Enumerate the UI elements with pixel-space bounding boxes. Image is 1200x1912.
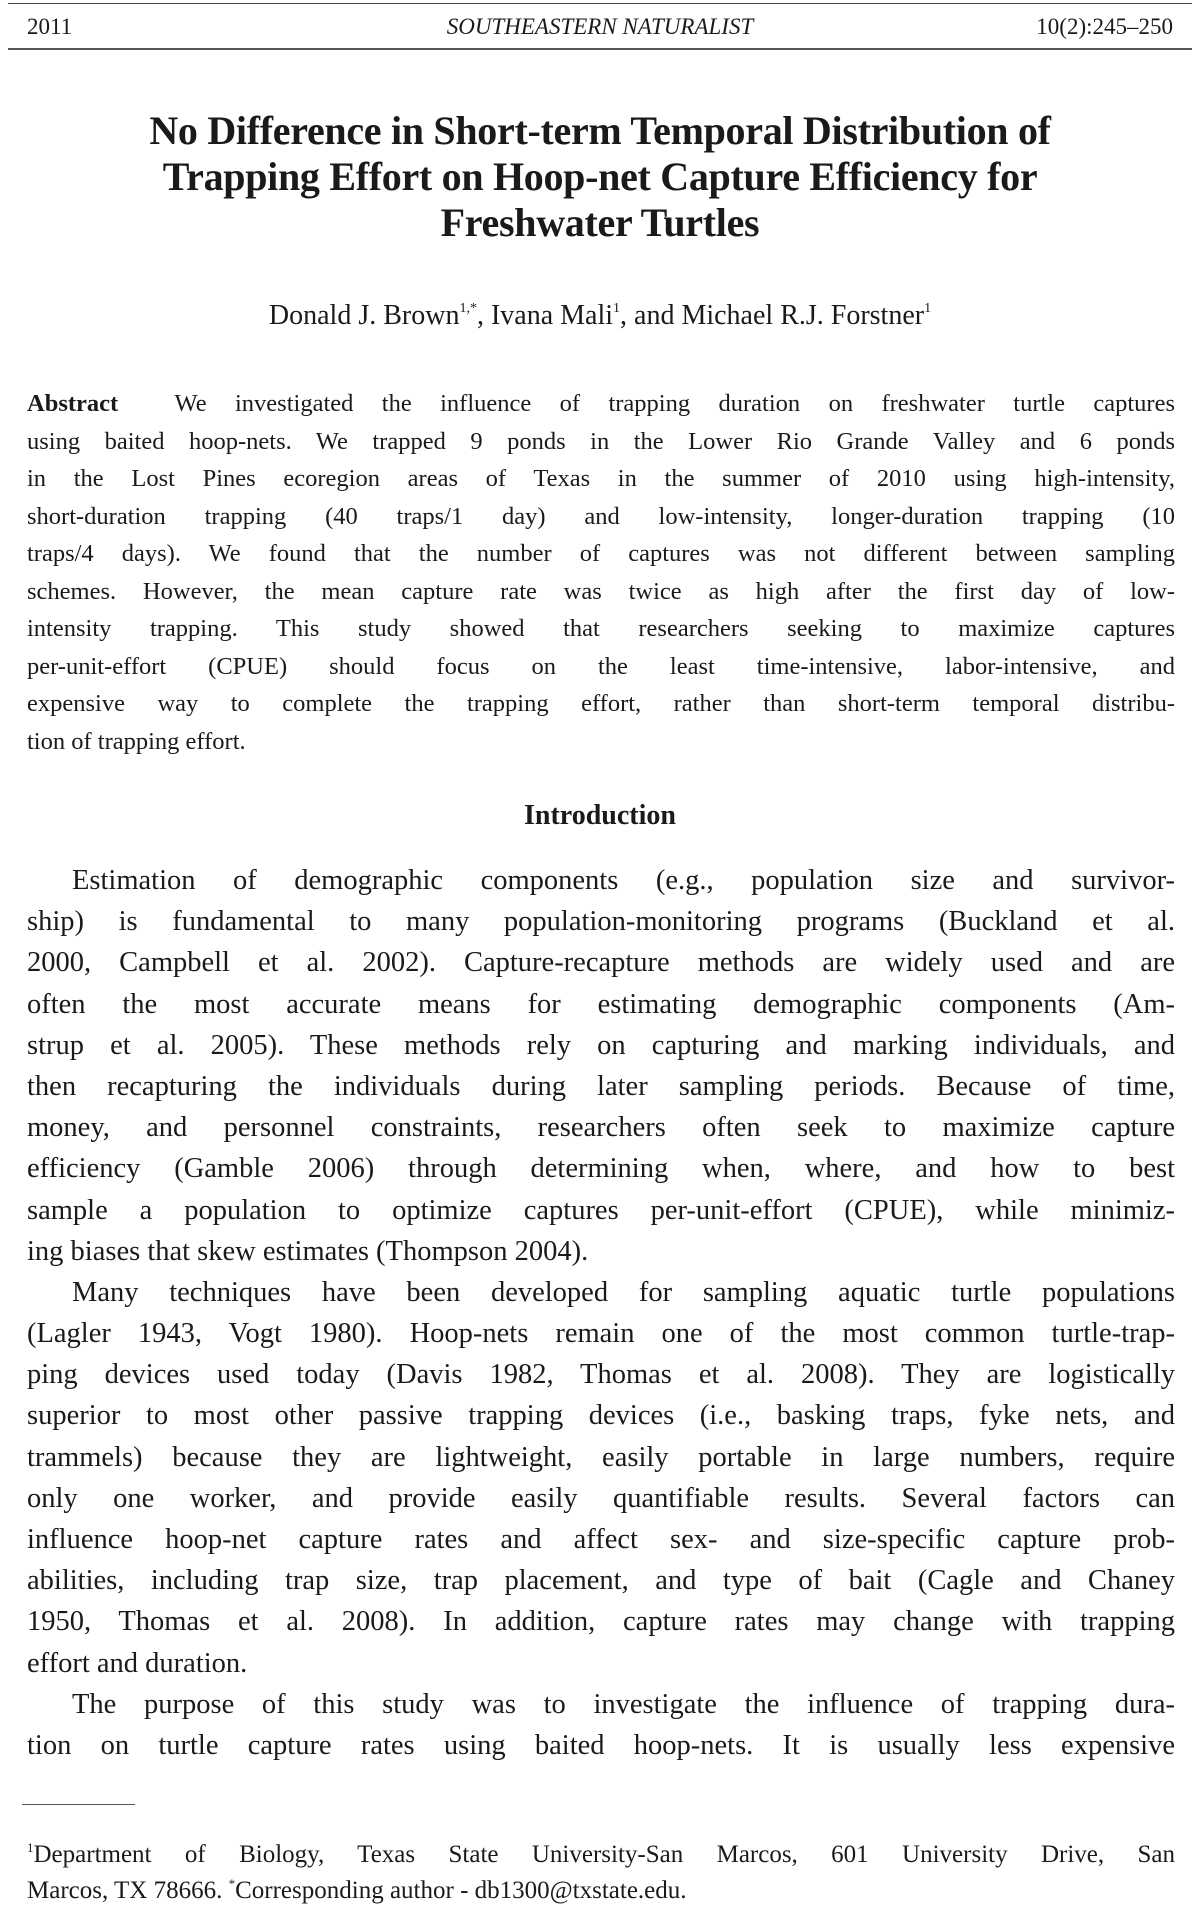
author-name: Donald J. Brown xyxy=(268,300,460,331)
author-separator: , and xyxy=(620,300,682,331)
abstract-line: per-unit-effort (CPUE) should focus on the least time-intensive, labor-intensive, and xyxy=(27,652,1175,680)
intro-line: influence hoop-net capture rates and affect sex- and size-specific capture prob- xyxy=(27,1524,1175,1555)
header-rule xyxy=(8,48,1192,50)
intro-line: Many techniques have been developed for sampling aquatic turtle populations xyxy=(72,1276,1175,1308)
abstract-line: tion of trapping effort. xyxy=(27,727,246,755)
intro-line: Estimation of demographic components (e.g., population size and survivor- xyxy=(72,865,1175,896)
intro-line: ping devices used today (Davis 1982, Thomas et al. 2008). They are logistically xyxy=(27,1359,1175,1391)
intro-line: (Lagler 1943, Vogt 1980). Hoop-nets remain one of the most common turtle-trap- xyxy=(27,1318,1175,1350)
abstract-line: traps/4 days). We found that the number of captures was not different between sampling xyxy=(27,540,1175,567)
author-name: Ivana Mali xyxy=(490,300,614,331)
intro-line: effort and duration. xyxy=(27,1647,248,1679)
abstract-line: schemes. However, the mean capture rate was twice as high after the first day of low- xyxy=(27,577,1175,605)
abstract-text: We investigated the influence of trapping duration on freshwater turtle captures xyxy=(174,390,1175,417)
footnote-rule xyxy=(22,1804,135,1805)
intro-line: ship) is fundamental to many population-monitoring programs (Buckland et al. xyxy=(27,906,1175,938)
abstract-label: Abstract xyxy=(27,390,119,417)
author-name: Michael R.J. Forstner xyxy=(681,300,925,331)
intro-line: The purpose of this study was to investigate the influence of trapping dura- xyxy=(72,1688,1175,1720)
intro-line: then recapturing the individuals during later sampling periods. Because of time, xyxy=(27,1070,1175,1102)
intro-line: efficiency (Gamble 2006) through determining when, where, and how to best xyxy=(27,1153,1175,1185)
intro-line: sample a population to optimize captures per-unit-effort (CPUE), while minimiz- xyxy=(27,1194,1175,1226)
title-line: Trapping Effort on Hoop-net Capture Efficiency for xyxy=(162,154,1038,199)
article-title xyxy=(0,108,1200,246)
abstract-line: short-duration trapping (40 traps/1 day) and low-intensity, longer-duration trapping (10 xyxy=(27,502,1175,530)
intro-line: tion on turtle capture rates using baited hoop-nets. It is usually less expensive xyxy=(27,1729,1175,1761)
author-list xyxy=(0,300,1200,332)
title-line: Freshwater Turtles xyxy=(440,200,760,245)
intro-line: strup et al. 2005). These methods rely on capturing and marking individuals, and xyxy=(27,1029,1175,1061)
footnote xyxy=(27,1830,1175,1902)
intro-line: 1950, Thomas et al. 2008). In addition, capture rates may change with trapping xyxy=(27,1606,1175,1638)
footnote-affiliation: Department of Biology, Texas State University-San Marcos, 601 University Drive, San xyxy=(33,1841,1175,1868)
running-header xyxy=(0,10,1200,44)
title-line: No Difference in Short-term Temporal Distribution of xyxy=(149,108,1051,153)
abstract-line: expensive way to complete the trapping effort, rather than short-term temporal distribu- xyxy=(27,690,1175,717)
abstract-line: intensity trapping. This study showed that researchers seeking to maximize captures xyxy=(27,615,1175,642)
intro-line: 2000, Campbell et al. 2002). Capture-recapture methods are widely used and are xyxy=(27,947,1175,979)
author-separator: , xyxy=(476,300,491,331)
abstract-line: using baited hoop-nets. We trapped 9 ponds in the Lower Rio Grande Valley and 6 ponds xyxy=(27,427,1175,455)
section-heading-introduction: Introduction xyxy=(524,800,676,831)
footnote-marker: 1 xyxy=(27,1840,34,1855)
footnote-line xyxy=(27,1830,1175,1866)
header-journal: SOUTHEASTERN NATURALIST xyxy=(446,14,754,39)
header-year: 2011 xyxy=(27,14,73,39)
intro-line: abilities, including trap size, trap placement, and type of bait (Cagle and Chaney xyxy=(27,1565,1175,1597)
intro-line: often the most accurate means for estimating demographic components (Am- xyxy=(27,988,1175,1020)
intro-line: superior to most other passive trapping devices (i.e., basking traps, fyke nets, and xyxy=(27,1400,1175,1432)
footnote-line xyxy=(27,1866,1175,1902)
intro-line: only one worker, and provide easily quantifiable results. Several factors can xyxy=(27,1482,1175,1514)
header-volume-pages: 10(2):245–250 xyxy=(1036,14,1173,39)
corresponding-author: Corresponding author - db1300@txstate.edu. xyxy=(235,1877,687,1904)
abstract xyxy=(27,385,1175,760)
top-rule xyxy=(8,3,1192,4)
intro-line: money, and personnel constraints, researchers often seek to maximize capture xyxy=(27,1112,1175,1144)
abstract-line xyxy=(27,385,1175,423)
author-affiliation: 1 xyxy=(924,301,932,316)
abstract-line: in the Lost Pines ecoregion areas of Texas in the summer of 2010 using high-intensity, xyxy=(27,465,1175,492)
author-affiliation: 1 xyxy=(613,301,621,316)
footnote-address: Marcos, TX 78666. xyxy=(27,1877,229,1904)
footnote-marker: * xyxy=(228,1876,236,1891)
intro-line: ing biases that skew estimates (Thompson 2004). xyxy=(27,1235,589,1267)
introduction-body xyxy=(27,860,1175,1766)
author-affiliation: 1,* xyxy=(459,301,477,316)
intro-line: trammels) because they are lightweight, easily portable in large numbers, require xyxy=(27,1441,1175,1473)
